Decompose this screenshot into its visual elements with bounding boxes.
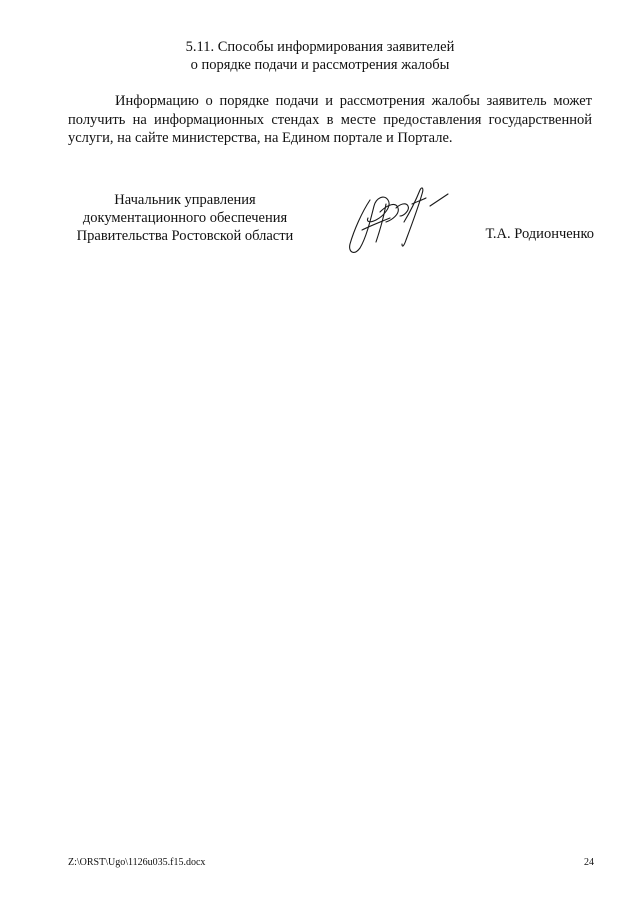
section-heading-line-1: 5.11. Способы информирования заявителей (185, 39, 455, 55)
section-heading-line-2: о порядке подачи и рассмотрения жалобы (190, 57, 450, 73)
paragraph-line-2: получить на информационных стендах в месте предоставления государственной (68, 111, 592, 128)
position-line-2: документационного обеспечения (82, 210, 288, 226)
handwritten-signature (340, 182, 452, 262)
signatory-name: Т.А. Родионченко (485, 226, 594, 242)
body-paragraph (68, 92, 592, 148)
signatory-position (60, 191, 310, 245)
paragraph-line-1: Информацию о порядке подачи и рассмотрения жалобы заявитель может (115, 93, 592, 109)
footer-file-path: Z:\ORST\Ugo\1126u035.f15.docx (68, 857, 206, 868)
section-heading (0, 38, 640, 74)
position-line-3: Правительства Ростовской области (76, 228, 294, 244)
position-line-1: Начальник управления (114, 192, 256, 208)
paragraph-line-3: услуги, на сайте министерства, на Едином портале и Портале. (68, 130, 453, 146)
page-number: 24 (584, 857, 594, 868)
